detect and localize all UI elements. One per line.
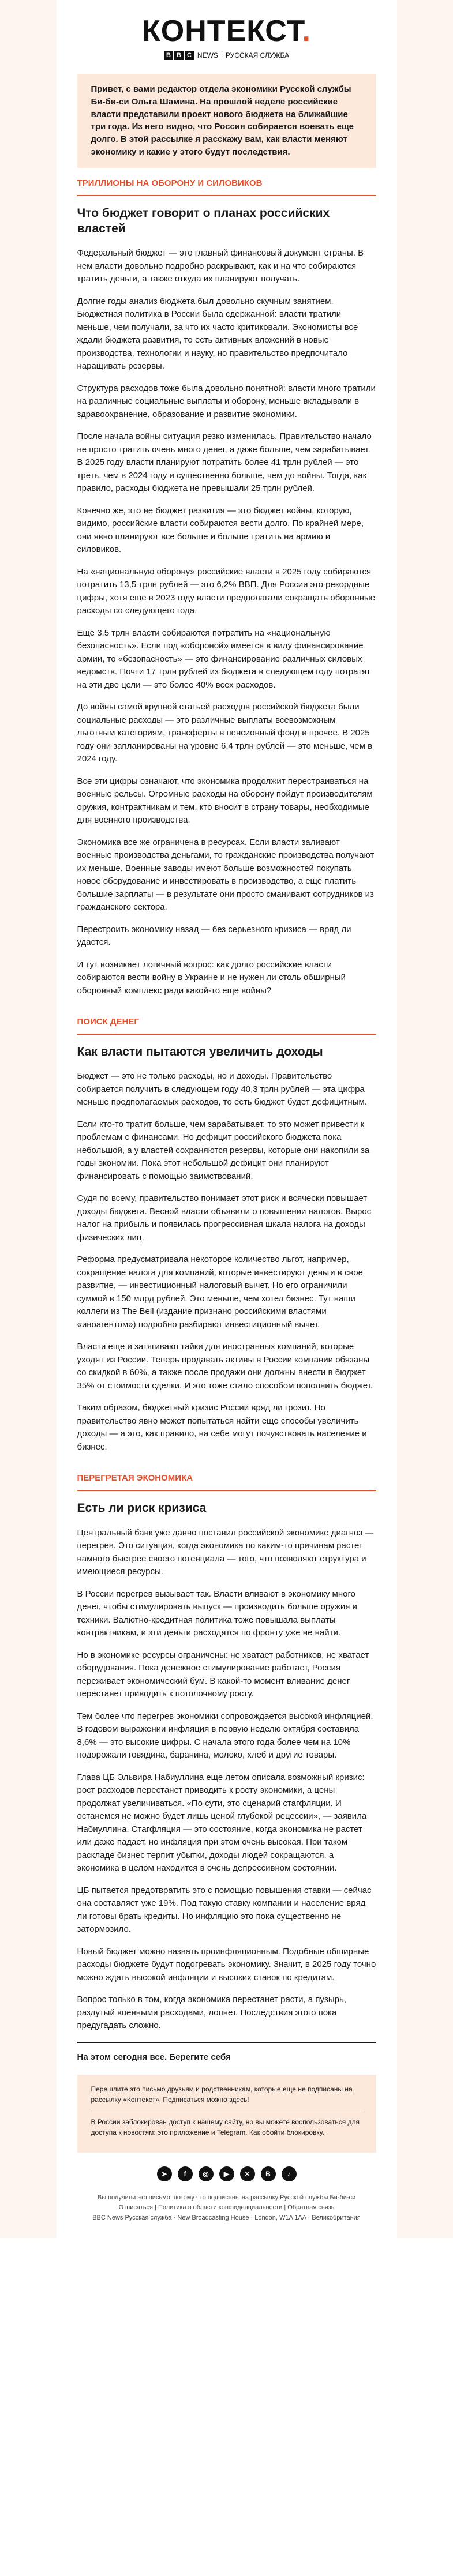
paragraph: Вопрос только в том, когда экономика перестанет расти, а пузырь, раздутый военными расходами, лопнет. Последствия этого пока предугадать сложно. bbox=[77, 1995, 346, 2031]
paragraph: Конечно же, это не бюджет развития — это бюджет войны, которую, видимо, российские власти собираются вести долго. По крайней мере, они явно планируют все больше и больше тратить на армию и силовиков. bbox=[77, 505, 364, 555]
bbc-logo: B B C bbox=[164, 51, 194, 60]
paragraph: Новый бюджет можно назвать проинфляционным. Подобные обширные расходы бюджете будут подогревать экономику. Значит, в 2025 году точно можно ждать высокой инфляции и высоких ставок по кредитам. bbox=[77, 1946, 376, 1982]
paragraph: Все эти цифры означают, что экономика продолжит перестраиваться на военные рельсы. Огромные расходы на оборону пойдут производителям оружия, контрактникам и тем, кто вносит в страну товары, необходимые для военного производства. bbox=[77, 776, 373, 825]
telegram-icon[interactable]: ➤ bbox=[157, 2166, 172, 2181]
section-title: Как власти пытаются увеличить доходы bbox=[77, 1045, 323, 1059]
intro-box: Привет, с вами редактор отдела экономики Русской службы Би-би-си Ольга Шамина. На прошлой неделе российские власти представили проект нового бюджета на ближайшие три года. Из него видно, что Россия собирается воевать еще долго. В этой рассылке я расскажу вам, как власти меняют экономику и какие у этого будут последствия. bbox=[77, 74, 376, 168]
news-label: NEWS bbox=[197, 51, 218, 59]
legal bbox=[57, 2191, 397, 2239]
paragraph: Еще 3,5 трлн власти собираются потратить на «национальную безопасность». Если под «обороной» имеется в виду финансирование армии, то «безопасность» — это финансирование различных силовых ведомств. Почти 17 трлн рублей из бюджета в следующем году потратят на эти две цели — это более 40% всех расходов. bbox=[77, 628, 371, 690]
social-links bbox=[57, 2153, 397, 2191]
paragraph: Перестроить экономику назад — без серьезного кризиса — вряд ли удастся. bbox=[77, 924, 351, 948]
forward-note[interactable]: Перешлите это письмо друзьям и родственникам, которые еще не подписаны на рассылку «Контекст». Подписаться можно здесь! bbox=[91, 2085, 353, 2104]
footer-box bbox=[77, 2075, 376, 2153]
block-note[interactable]: В России заблокирован доступ к нашему сайту, но вы можете воспользоваться для доступа к новостям: это приложение и Telegram. Как обойти блокировку. bbox=[91, 2117, 360, 2136]
paragraph: Если кто-то тратит больше, чем зарабатывает, то это может привести к проблемам с финансами. Но дефицит российского бюджета пока небольшой, а у властей сохраняются резервы, которые они накопили за годы экономии. Пока этот небольшой дефицит они планируют финансировать с помощью заимствований. bbox=[77, 1119, 370, 1181]
bbc-russian-branding bbox=[57, 51, 397, 60]
vk-icon[interactable]: В bbox=[261, 2166, 276, 2181]
section-label: ТРИЛЛИОНЫ НА ОБОРОНУ И СИЛОВИКОВ bbox=[77, 168, 376, 196]
paragraph: Тем более что перегрев экономики сопровождается высокой инфляцией. В годовом выражении инфляция в первую неделю октября составила 8,6% — это высокие цифры. С начала этого года более чем на 10% подорожали говядина, баранина, молоко, хлеб и другие товары. bbox=[77, 1711, 373, 1760]
service-label: РУССКАЯ СЛУЖБА bbox=[225, 51, 290, 59]
paragraph: Но в экономике ресурсы ограничены: не хватает работников, не хватает оборудования. Пока денежное стимулирование работает, Россия переживает экономический бум. В какой-то момент вливание денег перестанет приводить к потолочному росту. bbox=[77, 1650, 369, 1699]
paragraph: Глава ЦБ Эльвира Набиуллина еще летом описала возможный кризис: рост расходов перестанет приводить к росту экономики, а цены продолжат увеличиваться. «По сути, это сценарий стагфляции. И останемся не можно будет лишь ценой глубокой рецессии», — заявила Набиуллина. Стагфляция — это состояние, когда экономика не растет или даже падает, но инфляция при этом очень высокая. При таком раскладе бизнес терпит убытки, доходы людей сокращаются, а экономика в целом находится в очень депрессивном состоянии. bbox=[77, 1772, 367, 1873]
legal-address: BBC News Русская служба · New Broadcasting House · London, W1A 1AA · Великобритания bbox=[92, 2214, 361, 2221]
paragraph: Бюджет — это не только расходы, но и доходы. Правительство собирается получить в следующем году 40,3 трлн рублей — эта цифра меньше предполагаемых расходов, то есть бюджет будет дефицитным. bbox=[77, 1071, 367, 1107]
section-title: Что бюджет говорит о планах российских властей bbox=[77, 206, 330, 235]
youtube-icon[interactable]: ▶ bbox=[219, 2166, 234, 2181]
paragraph: Власти еще и затягивают гайки для иностранных компаний, которые уходят из России. Теперь продавать активы в России компании обязаны со скидкой в 60%, а также после продажи они должны внести в бюджет 35% от стоимости сделки. И это тоже стало способом пополнить бюджет. bbox=[77, 1342, 373, 1391]
paragraph: Таким образом, бюджетный кризис России вряд ли грозит. Но правительство явно может попытаться найти еще способы увеличить доходы — а это, как правило, на себе могут почувствовать население и бизнес. bbox=[77, 1403, 367, 1452]
article-body bbox=[57, 168, 397, 2033]
sign-off: На этом сегодня все. Берегите себя bbox=[77, 2052, 231, 2062]
newsletter bbox=[57, 0, 397, 2238]
section-label: ПОИСК ДЕНЕГ bbox=[77, 1007, 376, 1035]
section-title: Есть ли риск кризиса bbox=[77, 1501, 207, 1515]
paragraph: Федеральный бюджет — это главный финансовый документ страны. В нем власти довольно подробно раскрывают, как и на что собираются тратить деньги, а также откуда их планируют получать. bbox=[77, 248, 364, 284]
paragraph: В России перегрев вызывает так. Власти вливают в экономику много денег, чтобы стимулировать выпуск — производить больше оружия и техники. Валютно-кредитная политика тоже повышала выплаты контрактникам, и эти деньги расходятся по фронту уже не найти. bbox=[77, 1589, 357, 1638]
instagram-icon[interactable]: ◎ bbox=[199, 2166, 214, 2181]
paragraph: Реформа предусматривала некоторое количество льгот, например, сокращение налога для компаний, которые инвестируют деньги в свое развитие, — инвестиционный налоговый вычет. Но его ограничили суммой в 150 млрд рублей. Это меньше, чем хотел бизнес. Тут наши коллеги из The Bell (издание признано российскими властями «иноагентом») подробно разбирают инвестиционный вычет. bbox=[77, 1255, 363, 1330]
paragraph: До войны самой крупной статьей расходов российской бюджета были социальные расходы — это различные выплаты всевозможным льготным категориям, трансферты в пенсионный фонд и прочее. В 2025 году они запланированы на уровне 6,4 трлн рублей — это меньше, чем в 2024 году. bbox=[77, 702, 373, 764]
tiktok-icon[interactable]: ♪ bbox=[282, 2166, 297, 2181]
logo[interactable]: КОНТЕКСТ. bbox=[142, 14, 311, 48]
paragraph: Долгие годы анализ бюджета был довольно скучным занятием. Бюджетная политика в России была сдержанной: власти тратили меньше, чем получали, за что их часто критиковали. Экономисты все ждали бюджета развития, то есть активных вложений в новые производства, технологии и науку, но правительство предпочитало наращивать резервы. bbox=[77, 296, 358, 371]
paragraph: После начала войны ситуация резко изменилась. Правительство начало не просто тратить очень много денег, а даже больше, чем зарабатывает. В 2025 году власти планируют потратить более 41 трлн рублей — это треть, чем в 2024 году и существенно больше, чем до войны. Тогда, как правило, расходы бюджета не превышали 25 трлн рублей. bbox=[77, 431, 372, 494]
paragraph: ЦБ пытается предотвратить это с помощью повышения ставки — сейчас она составляет уже 19%. Под такую ставку компании и население вряд ли готовы брать кредиты. Но инфляцию это пока существенно не затормозило. bbox=[77, 1885, 372, 1935]
paragraph: Судя по всему, правительство понимает этот риск и всячески повышает доходы бюджета. Весной власти объявили о повышении налогов. Вырос налог на прибыль и появилась прогрессивная шкала налога на доходы физических лиц. bbox=[77, 1193, 372, 1242]
section-label: ПЕРЕГРЕТАЯ ЭКОНОМИКА bbox=[77, 1463, 376, 1491]
legal-links[interactable]: Отписаться | Политика в области конфиденциальности | Обратная связь bbox=[118, 2204, 335, 2211]
masthead bbox=[57, 0, 397, 70]
paragraph: Экономика все же ограничена в ресурсах. Если власти заливают военные производства деньгами, то гражданские производства получают их меньше. Военные заводы имеют больше возможностей покупать новое оборудование и инвестировать в производство, а еще платить большие зарплаты — в результате они просто сманивают сотрудников из гражданского сектора. bbox=[77, 837, 375, 913]
paragraph: На «национальную оборону» российские власти в 2025 году собираются потратить 13,5 трлн рублей — это 6,2% ВВП. Для России это рекордные цифры, хотя еще в 2023 году власти предполагали сокращать оборонные расходы со следующего года. bbox=[77, 566, 376, 616]
paragraph: Структура расходов тоже была довольно понятной: власти много тратили на различные социальные выплаты и оборону, меньше вкладывали в здравоохранение, образование и развитие экономики. bbox=[77, 383, 376, 419]
legal-line: Вы получили это письмо, потому что подписаны на рассылку Русской службы Би-би-си bbox=[97, 2194, 356, 2201]
x-icon[interactable]: ✕ bbox=[240, 2166, 255, 2181]
paragraph: Центральный банк уже давно поставил российской экономике диагноз — перегрев. Это ситуация, когда экономика по каким-то причинам растет намного быстрее своего потенциала — того, что позволяют структура и имеющиеся ресурсы. bbox=[77, 1527, 374, 1577]
facebook-icon[interactable]: f bbox=[178, 2166, 193, 2181]
paragraph: И тут возникает логичный вопрос: как долго российские власти собираются вести войну в Украине и не нужен ли столь обширный оборонный комплекс ради какой-то еще войны? bbox=[77, 959, 346, 996]
